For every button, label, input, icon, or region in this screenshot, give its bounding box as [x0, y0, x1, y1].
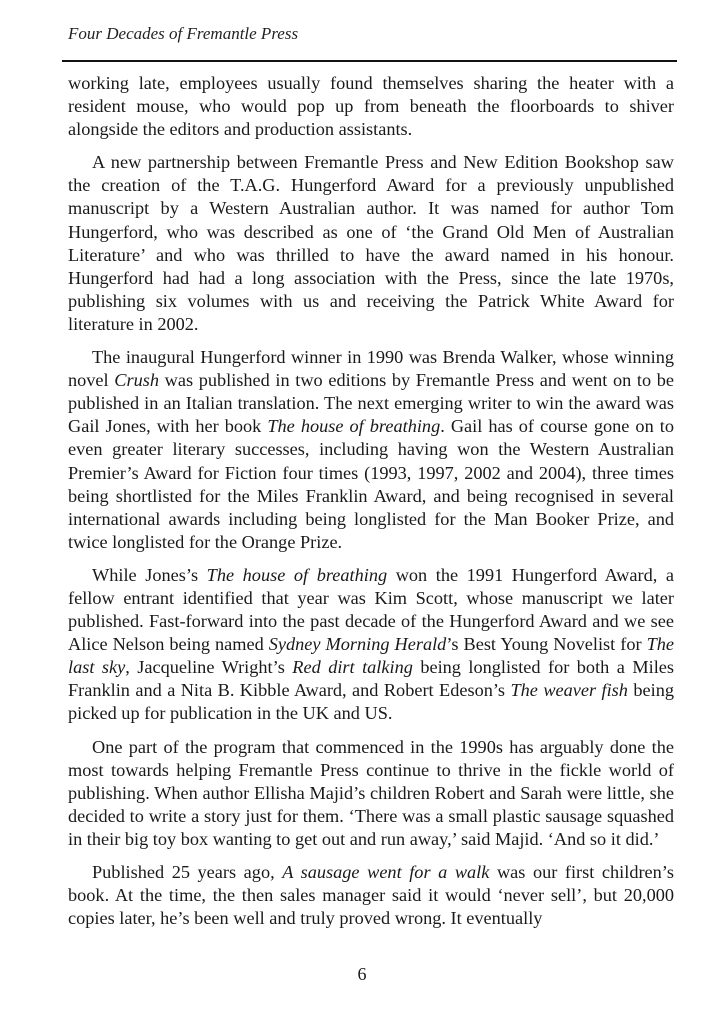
- body-text: [68, 72, 674, 940]
- paragraph-4-text-a: While Jones’s: [92, 564, 207, 585]
- paragraph-5: One part of the program that commenced in the 1990s has arguably done the most towards helping Fremantle Press continue to thrive in the fickle world of publishing. When author Ellisha Majid’s children Robert and Sarah were little, she decided to write a story just for them. ‘There was a small plastic sausage squashed in their big toy box wanting to get out and run away,’ said Majid. ‘And so it did.’: [68, 736, 674, 849]
- page-number: 6: [357, 964, 367, 984]
- paragraph-4-text-e: being longlisted for both a Miles Franklin and a Nita B. Kibble Award, and Robert Edeson’s: [68, 657, 674, 701]
- paragraph-4-text-f: being picked up for publication in the UK and US.: [68, 680, 674, 724]
- book-title-house-of-breathing: The house of breathing: [267, 416, 441, 437]
- paragraph-4-text-c: ’s Best Young Novelist for: [446, 634, 647, 655]
- paragraph-4-text-b: won the 1991 Hungerford Award, a fellow entrant identified that year was Kim Scott, whose manuscript we later published. Fast-forward into the past decade of the Hungerford Award and we see Alice Nelson being named: [68, 564, 674, 655]
- running-header: Four Decades of Fremantle Press: [68, 24, 299, 43]
- paragraph-4: [68, 564, 674, 726]
- book-title-sausage-walk: A sausage went for a walk: [282, 862, 490, 882]
- paragraph-3-text-b: was published in two editions by Fremantle Press and went on to be published in an Italian translation. The next emerging writer to win the award was Gail Jones, with her book: [68, 370, 675, 437]
- paragraph-6: [68, 861, 674, 930]
- book-title-weaver-fish: The weaver fish: [510, 680, 628, 701]
- publication-title-smh: Sydney Morning Herald: [268, 634, 447, 655]
- paragraph-6-text-a: Published 25 years ago,: [92, 862, 283, 882]
- book-title-crush: Crush: [114, 370, 159, 391]
- paragraph-3: [68, 346, 674, 554]
- paragraph-2: A new partnership between Fremantle Press and New Edition Bookshop saw the creation of the T.A.G. Hungerford Award for a previously unpublished manuscript by a Western Australian author. It was named for author Tom Hungerford, who was described as one of ‘the Grand Old Men of Australian Literature’ and who was thrilled to have the award named in his honour. Hungerford had had a long association with the Press, since the late 1970s, publishing six volumes with us and receiving the Patrick White Award for literature in 2002.: [68, 152, 674, 334]
- paragraph-3-text-c: . Gail has of course gone on to even greater literary successes, including having won the Western Australian Premier’s Award for Fiction four times (1993, 1997, 2002 and 2004), three times being shortlisted for the Miles Franklin Award, and being recognised in several international awards including being longlisted for the Man Booker Prize, and twice longlisted for the Orange Prize.: [68, 416, 674, 552]
- book-title-last-sky: The last sky: [68, 634, 674, 678]
- paragraph-3-text-a: The inaugural Hungerford winner in 1990 was Brenda Walker, whose winning novel: [68, 347, 674, 391]
- paragraph-4-text-d: , Jacqueline Wright’s: [125, 657, 293, 678]
- book-title-red-dirt-talking: Red dirt talking: [292, 657, 413, 678]
- paragraph-1: working late, employees usually found themselves sharing the heater with a resident mouse, who would pop up from beneath the floorboards to shiver alongside the editors and production assistants.: [68, 73, 674, 140]
- book-title-house-of-breathing-2: The house of breathing: [206, 564, 388, 585]
- paragraph-6-text-b: was our first children’s book. At the time, the then sales manager said it would ‘never sell’, but 20,000 copies later, he’s been well and truly proved wrong. It eventually: [68, 862, 675, 929]
- header-rule: [62, 60, 677, 62]
